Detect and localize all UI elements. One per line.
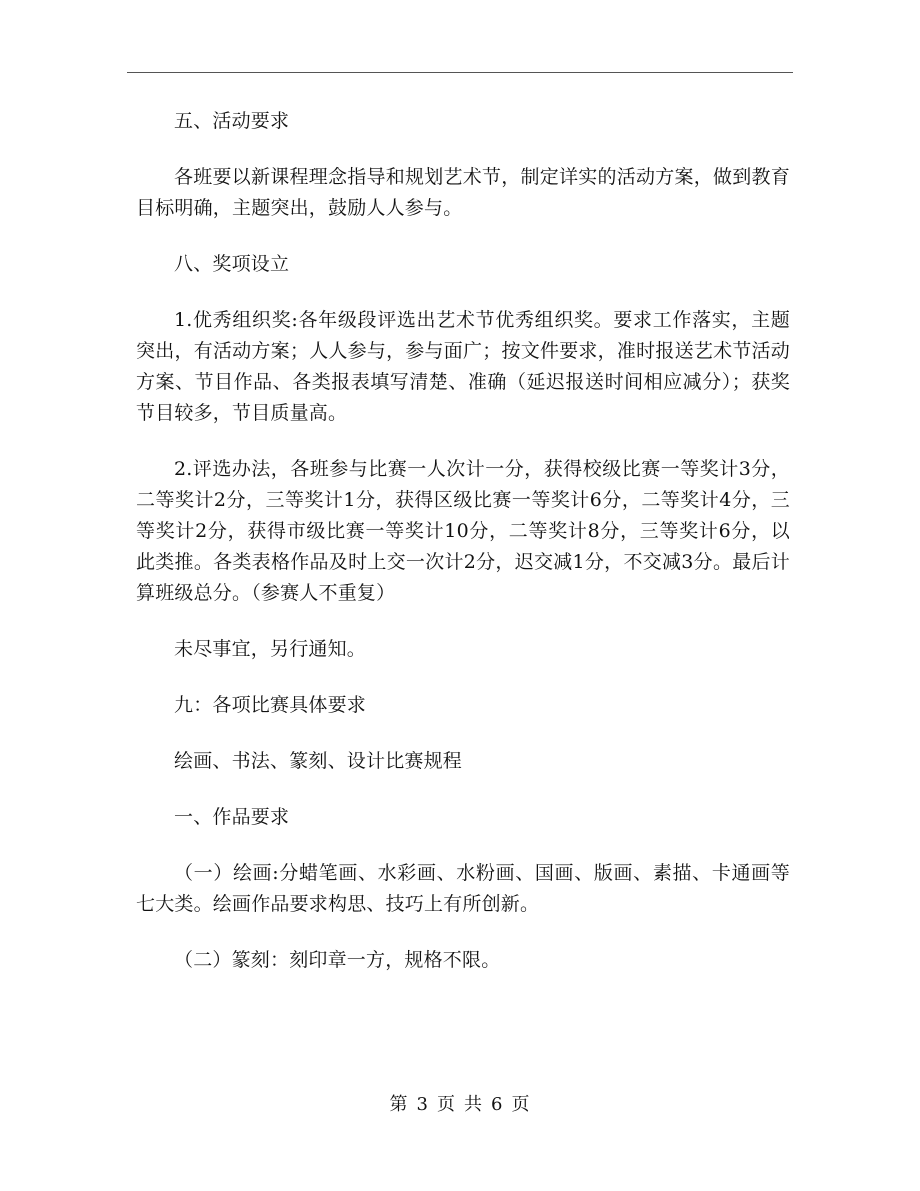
footer-label-di: 第: [389, 1094, 409, 1115]
heading-art-competition-rules: 绘画、书法、篆刻、设计比赛规程: [174, 750, 463, 772]
footer-label-gong: 共: [464, 1094, 483, 1115]
page-footer: [0, 1093, 920, 1117]
heading-awards: 八、奖项设立: [174, 253, 290, 275]
heading-competition-requirements: 九：各项比赛具体要求: [174, 694, 367, 716]
heading-activity-requirements: 五、活动要求: [174, 110, 290, 132]
footer-total-pages: 6: [491, 1094, 504, 1115]
paragraph-organization-award: 1.优秀组织奖:各年级段评选出艺术节优秀组织奖。要求工作落实，主题突出，有活动方案；人人参与，参与面广；按文件要求，准时报送艺术节活动方案、节目作品、各类报表填写清楚、准确（延迟报送时间相应减分）；获奖节目较多，节目质量高。: [136, 309, 790, 424]
footer-label-ye: 页: [437, 1094, 456, 1115]
footer-current-page: 3: [416, 1094, 429, 1115]
heading-work-requirements: 一、作品要求: [174, 806, 290, 828]
page-body: [136, 106, 790, 976]
paragraph-painting: （一）绘画:分蜡笔画、水彩画、水粉画、国画、版画、素描、卡通画等七大类。绘画作品要求构思、技巧上有所创新。: [136, 862, 790, 915]
header-rule: [127, 72, 793, 73]
paragraph-activity-plan: 各班要以新课程理念指导和规划艺术节，制定详实的活动方案，做到教育目标明确，主题突出，鼓励人人参与。: [136, 166, 790, 219]
paragraph-seal-carving: （二）篆刻：刻印章一方，规格不限。: [174, 949, 501, 971]
footer-label-ye-2: 页: [511, 1094, 531, 1115]
paragraph-other-notice: 未尽事宜，另行通知。: [174, 638, 367, 660]
paragraph-scoring-method: 2.评选办法，各班参与比赛一人次计一分，获得校级比赛一等奖计3分，二等奖计2分，三等奖计1分，获得区级比赛一等奖计6分，二等奖计4分，三等奖计2分，获得市级比赛一等奖计10分，二等奖计8分，三等奖计6分，以此类推。各类表格作品及时上交一次计2分，迟交减1分，不交减3分。最后计算班级总分。（参赛人不重复）: [136, 458, 790, 604]
